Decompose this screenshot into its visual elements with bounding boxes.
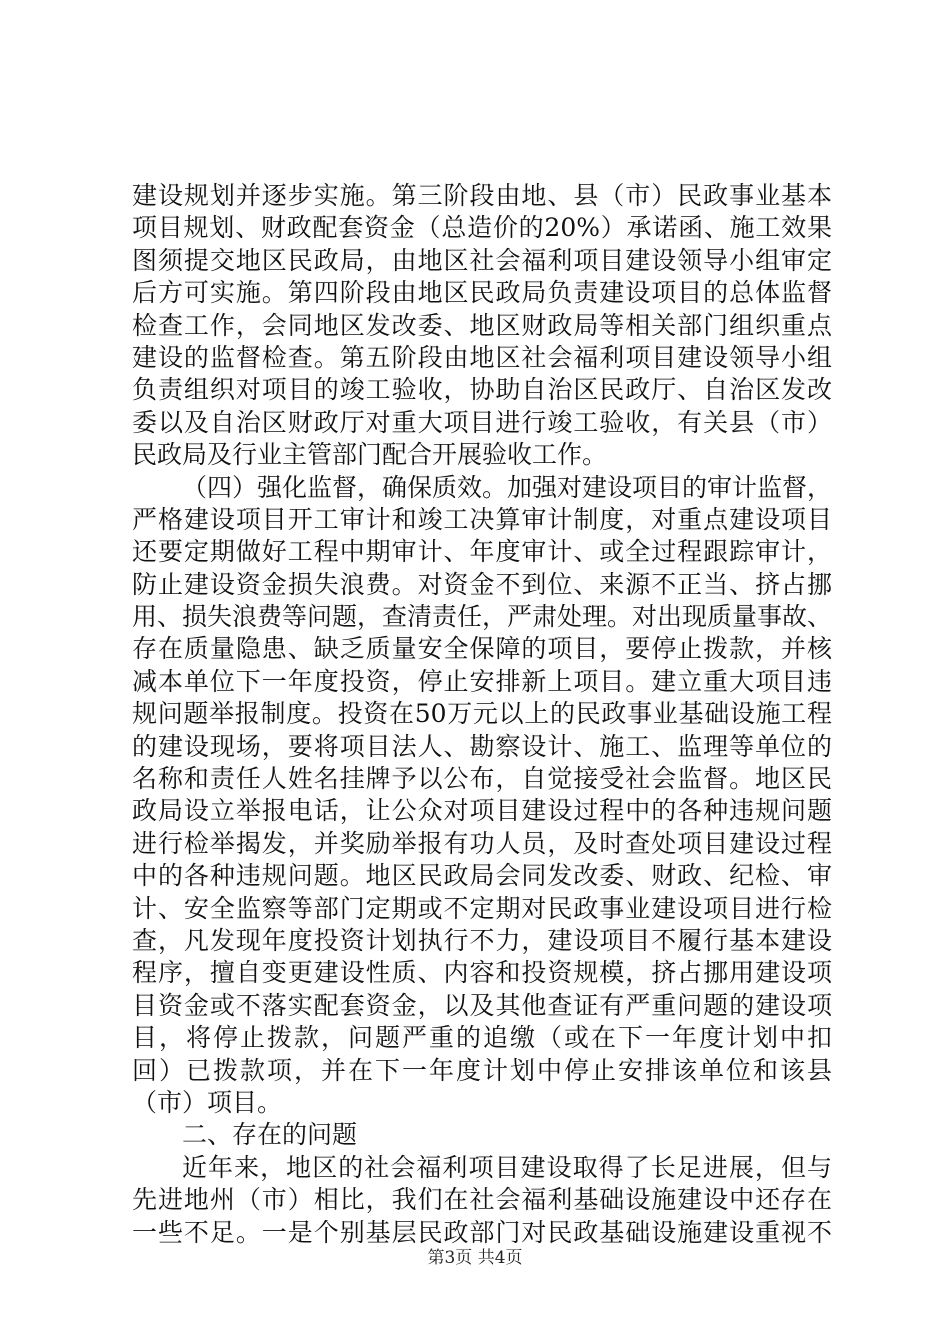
text-line: 计、安全监察等部门定期或不定期对民政事业建设项目进行检: [132, 893, 832, 923]
text-line: 用、损失浪费等问题，查清责任，严肃处理。对出现质量事故、: [132, 602, 833, 632]
text-line: 名称和责任人姓名挂牌予以公布，自觉接受社会监督。地区民: [132, 764, 832, 794]
text-line: 查，凡发现年度投资计划执行不力，建设项目不履行基本建设: [132, 925, 832, 955]
text-line: 负责组织对项目的竣工验收，协助自治区民政厅、自治区发改: [132, 375, 832, 405]
text-line: 还要定期做好工程中期审计、年度审计、或全过程跟踪审计，: [132, 537, 832, 567]
text-line: 严格建设项目开工审计和竣工决算审计制度，对重点建设项目: [132, 504, 832, 534]
text-line: 后方可实施。第四阶段由地区民政局负责建设项目的总体监督: [132, 278, 832, 308]
text-line: 一些不足。一是个别基层民政部门对民政基础设施建设重视不: [132, 1217, 832, 1247]
page-number-footer: 第3页 共4页: [427, 1248, 523, 1268]
text-line: 图须提交地区民政局，由地区社会福利项目建设领导小组审定: [132, 245, 832, 275]
text-line: 建设规划并逐步实施。第三阶段由地、县（市）民政事业基本: [132, 181, 832, 210]
text-line: 减本单位下一年度投资，停止安排新上项目。建立重大项目违: [132, 666, 832, 696]
text-line: 回）已拨款项，并在下一年度计划中停止安排该单位和该县: [132, 1055, 832, 1085]
text-line: 规问题举报制度。投资在50万元以上的民政事业基础设施工程: [132, 699, 832, 729]
text-line: 进行检举揭发，并奖励举报有功人员，及时查处项目建设过程: [132, 828, 832, 858]
text-line: 政局设立举报电话，让公众对项目建设过程中的各种违规问题: [132, 796, 832, 826]
text-line: 的建设现场，要将项目法人、勘察设计、施工、监理等单位的: [132, 731, 832, 761]
section-heading: 二、存在的问题: [182, 1120, 358, 1150]
document-body: [132, 180, 832, 1249]
text-line: 中的各种违规问题。地区民政局会同发改委、财政、纪检、审: [132, 861, 832, 891]
text-line: 检查工作，会同地区发改委、地区财政局等相关部门组织重点: [132, 310, 832, 340]
text-line: 目，将停止拨款，问题严重的追缴（或在下一年度计划中扣: [132, 1023, 832, 1053]
text-line: 项目规划、财政配套资金（总造价的20%）承诺函、施工效果: [132, 213, 832, 243]
text-line: 防止建设资金损失浪费。对资金不到位、来源不正当、挤占挪: [132, 569, 832, 599]
text-line: 建设的监督检查。第五阶段由地区社会福利项目建设领导小组: [132, 342, 832, 372]
text-line: 目资金或不落实配套资金，以及其他查证有严重问题的建设项: [132, 990, 832, 1020]
text-line: 民政局及行业主管部门配合开展验收工作。: [132, 440, 608, 470]
text-line: （四）强化监督，确保质效。加强对建设项目的审计监督，: [182, 472, 833, 502]
text-line: 程序，擅自变更建设性质、内容和投资规模，挤占挪用建设项: [132, 958, 832, 988]
text-line: 委以及自治区财政厅对重大项目进行竣工验收，有关县（市）: [132, 407, 832, 437]
text-line: 存在质量隐患、缺乏质量安全保障的项目，要停止拨款，并核: [132, 634, 832, 664]
text-line: 先进地州（市）相比，我们在社会福利基础设施建设中还存在: [132, 1185, 832, 1215]
text-line: （市）项目。: [132, 1087, 283, 1117]
text-line: 近年来，地区的社会福利项目建设取得了长足进展，但与: [182, 1152, 832, 1182]
